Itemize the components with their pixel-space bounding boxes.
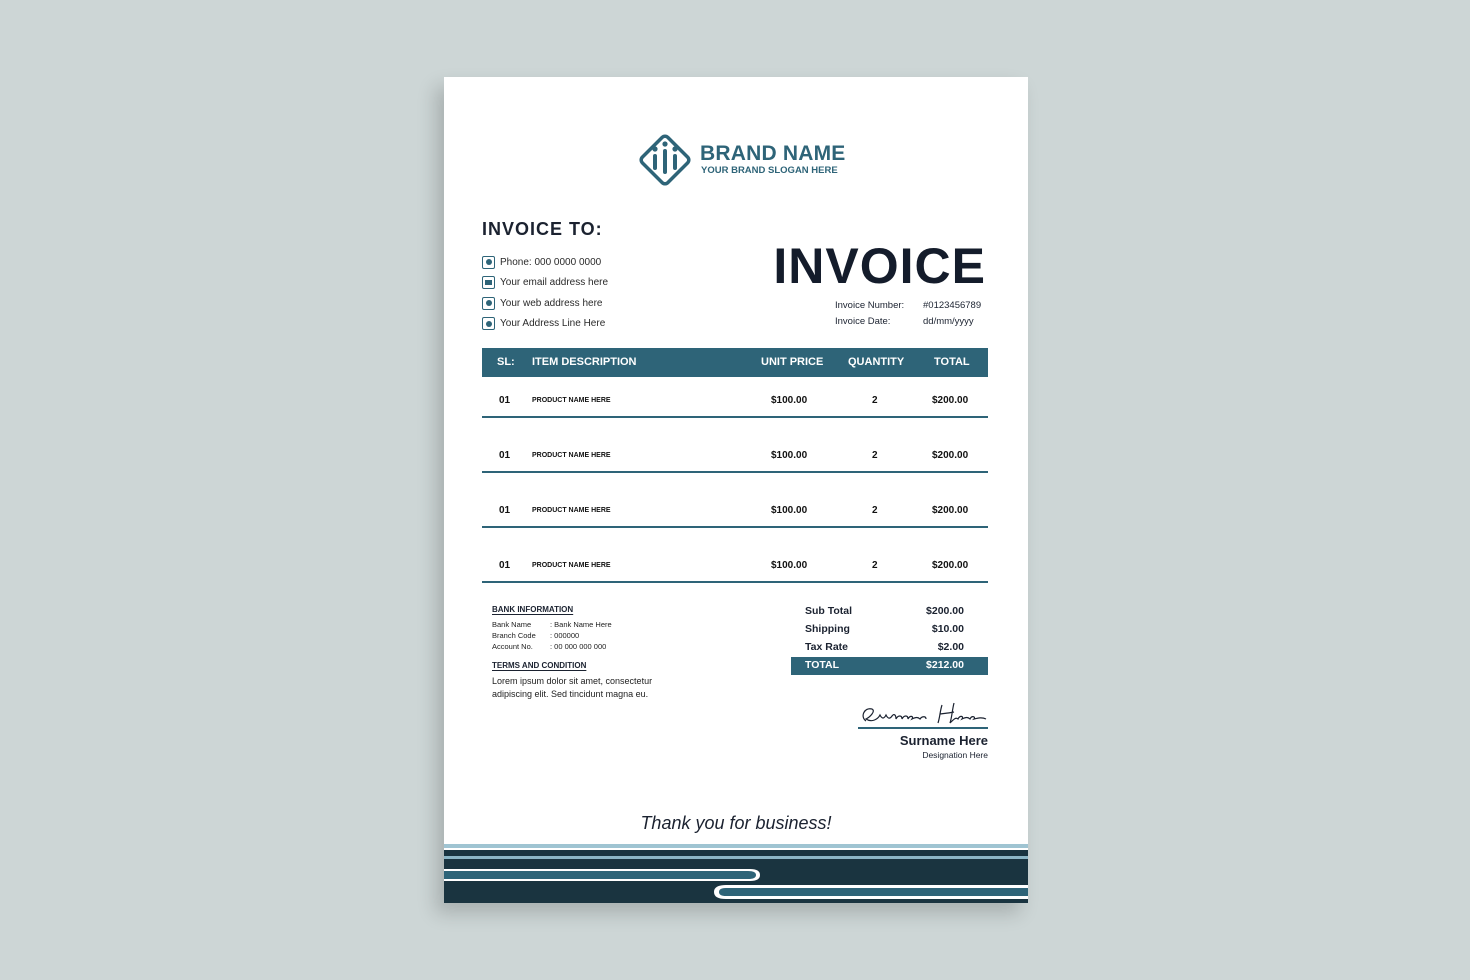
row-description: PRODUCT NAME HERE: [532, 397, 611, 404]
row-description: PRODUCT NAME HERE: [532, 452, 611, 459]
header-unit-price: UNIT PRICE: [761, 356, 824, 368]
thank-you-note: Thank you for business!: [640, 813, 832, 833]
row-unit-price: $100.00: [771, 450, 808, 461]
web-icon: [482, 297, 495, 310]
row-unit-price: $100.00: [771, 505, 808, 516]
row-quantity: 2: [872, 450, 878, 461]
contact-address: [482, 314, 608, 335]
bank-value: : Bank Name Here: [550, 620, 612, 629]
terms-text: Lorem ipsum dolor sit amet, consectetur adipiscing elit. Sed tincidunt magna eu.: [492, 676, 653, 699]
signature: [858, 697, 988, 729]
brand-name: BRAND NAME: [700, 142, 846, 165]
invoice-meta: [835, 297, 981, 329]
row-sl: 01: [499, 450, 511, 461]
shipping-label: Shipping: [805, 623, 850, 635]
row-quantity: 2: [872, 505, 878, 516]
header-description: ITEM DESCRIPTION: [532, 356, 637, 368]
contact-text: Phone: 000 0000 0000: [500, 256, 602, 268]
row-unit-price: $100.00: [771, 395, 808, 406]
total-row: [791, 657, 988, 675]
brand-logo-icon: [634, 129, 696, 191]
row-unit-price: $100.00: [771, 560, 808, 571]
tax-value: $2.00: [937, 641, 964, 653]
terms-heading: TERMS AND CONDITION: [492, 661, 587, 670]
invoice-number-label: Invoice Number:: [835, 299, 905, 311]
table-header: [482, 348, 988, 377]
contact-text: Your Address Line Here: [500, 318, 606, 330]
terms-section: [492, 661, 672, 701]
contact-email: [482, 273, 608, 294]
bank-label: Account No.: [492, 642, 533, 651]
subtotal-label: Sub Total: [805, 605, 853, 617]
table-row: [482, 376, 988, 418]
header-quantity: QUANTITY: [848, 356, 905, 368]
row-sl: 01: [499, 560, 511, 571]
branch-code-row: [492, 630, 612, 641]
bank-label: Bank Name: [492, 620, 532, 629]
table-row: [482, 431, 988, 473]
table-row: [482, 486, 988, 528]
email-icon: [482, 276, 495, 289]
row-total: $200.00: [932, 395, 969, 406]
row-quantity: 2: [872, 560, 878, 571]
signatory-name: Surname Here: [899, 733, 988, 748]
signatory-designation: Designation Here: [922, 750, 988, 760]
invoice-number-row: [835, 297, 981, 313]
invoice-date-row: [835, 313, 981, 329]
contact-web: [482, 293, 608, 314]
signature-scribble: [858, 697, 988, 729]
bank-label: Branch Code: [492, 631, 536, 640]
total-label: TOTAL: [805, 659, 840, 671]
subtotal-value: $200.00: [926, 605, 964, 617]
row-sl: 01: [499, 505, 511, 516]
invoice-title: INVOICE: [773, 238, 986, 294]
row-description: PRODUCT NAME HERE: [532, 562, 611, 569]
bank-name-row: [492, 619, 612, 630]
bank-value: : 000000: [550, 631, 580, 640]
shipping-value: $10.00: [931, 623, 964, 635]
header-total: TOTAL: [934, 356, 970, 368]
brand-logo: [634, 129, 844, 191]
contact-phone: [482, 252, 608, 273]
bank-value: : 00 000 000 000: [550, 642, 607, 651]
subtotal-row: [791, 603, 988, 621]
contact-list: [482, 252, 608, 334]
total-value: $212.00: [926, 659, 964, 671]
tax-row: [791, 639, 988, 657]
shipping-row: [791, 621, 988, 639]
totals-summary: [791, 603, 988, 675]
account-no-row: [492, 641, 612, 652]
invoice-page: [444, 77, 1028, 903]
header-sl: SL:: [497, 356, 515, 368]
table-row: [482, 541, 988, 583]
invoice-to-heading: INVOICE TO:: [482, 219, 603, 239]
phone-icon: [482, 256, 495, 269]
invoice-number-value: #0123456789: [923, 299, 982, 311]
location-icon: [482, 317, 495, 330]
row-total: $200.00: [932, 450, 969, 461]
row-description: PRODUCT NAME HERE: [532, 507, 611, 514]
bank-information: [492, 605, 612, 652]
row-total: $200.00: [932, 505, 969, 516]
invoice-date-label: Invoice Date:: [835, 315, 891, 327]
brand-slogan: YOUR BRAND SLOGAN HERE: [701, 165, 838, 176]
invoice-date-value: dd/mm/yyyy: [923, 315, 974, 327]
bank-heading: BANK INFORMATION: [492, 605, 574, 614]
footer-decoration: [444, 840, 1028, 903]
row-sl: 01: [499, 395, 511, 406]
contact-text: Your email address here: [500, 277, 609, 289]
tax-label: Tax Rate: [805, 641, 848, 653]
row-quantity: 2: [872, 395, 878, 406]
row-total: $200.00: [932, 560, 969, 571]
contact-text: Your web address here: [500, 297, 603, 309]
